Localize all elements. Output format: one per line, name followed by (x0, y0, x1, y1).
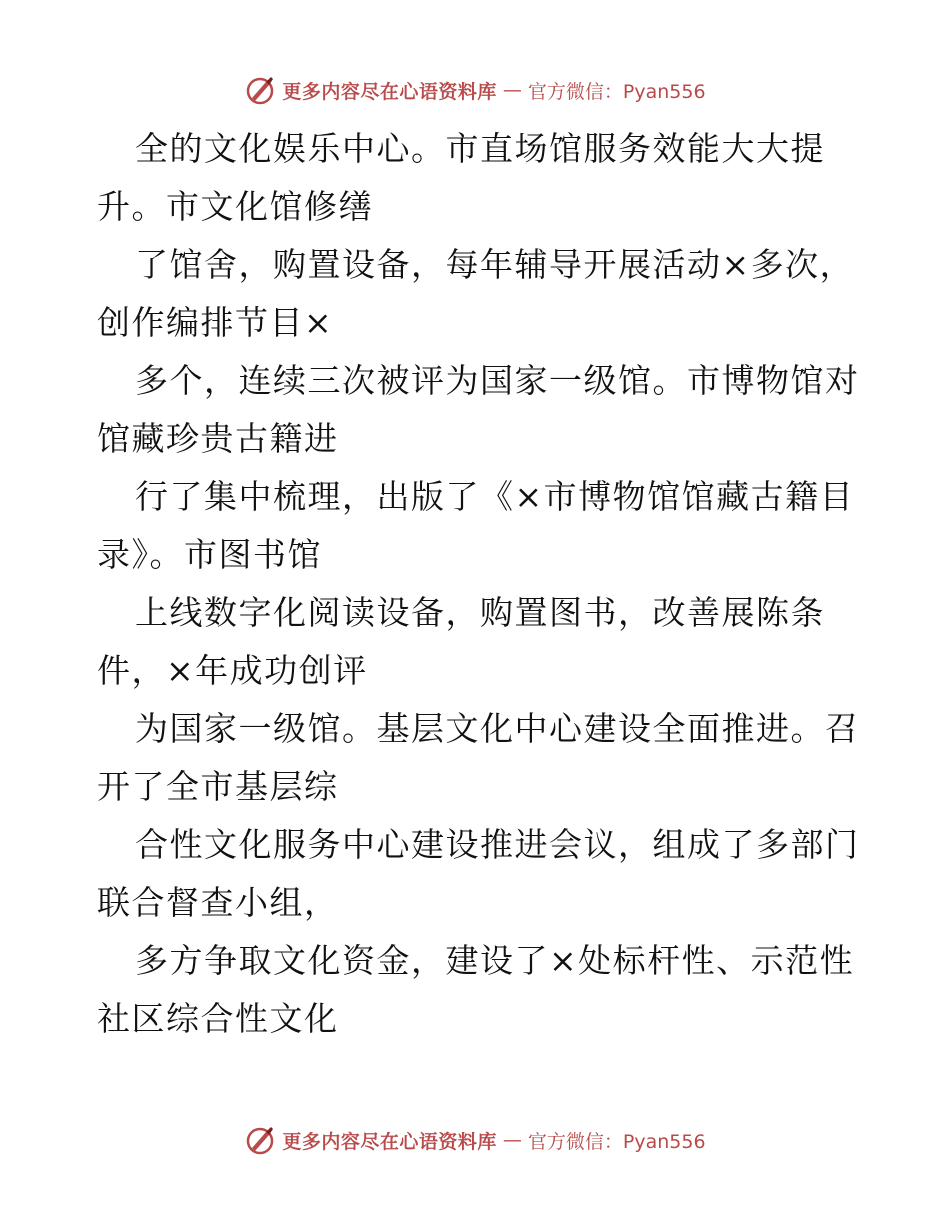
text-line: 件，×年成功创评 (97, 651, 368, 690)
text-line: 了馆舍，购置设备，每年辅导开展活动×多次， (135, 245, 855, 284)
pen-logo-icon (244, 74, 276, 106)
text-line: 开了全市基层综 (97, 767, 339, 806)
text-line: 多方争取文化资金，建设了×处标杆性、示范性 (135, 941, 855, 980)
header-watermark-separator: — (502, 79, 522, 101)
text-line: 录》。市图书馆 (97, 535, 322, 574)
header-watermark-text: 更多内容尽在心语资料库 (282, 80, 497, 103)
header-watermark (0, 70, 950, 110)
text-line: 上线数字化阅读设备，购置图书，改善展陈条 (135, 593, 825, 632)
text-line: 升。市文化馆修缮 (97, 187, 373, 226)
text-line: 馆藏珍贵古籍进 (97, 419, 339, 458)
footer-watermark-separator: — (502, 1129, 522, 1151)
pen-logo-icon (244, 1124, 276, 1156)
footer-watermark-text: 更多内容尽在心语资料库 (282, 1130, 497, 1153)
text-line: 社区综合性文化 (97, 999, 339, 1038)
document-body (97, 120, 867, 1048)
text-line: 多个，连续三次被评为国家一级馆。市博物馆对 (135, 361, 860, 400)
footer-watermark (0, 1120, 950, 1160)
footer-watermark-wechat: 官方微信：Pyan556 (527, 1130, 706, 1153)
text-line: 为国家一级馆。基层文化中心建设全面推进。召 (135, 709, 860, 748)
text-line: 行了集中梳理，出版了《×市博物馆馆藏古籍目 (135, 477, 855, 516)
text-line: 联合督查小组， (97, 883, 339, 922)
text-line: 全的文化娱乐中心。市直场馆服务效能大大提 (135, 129, 825, 168)
text-line: 创作编排节目× (97, 303, 334, 342)
header-watermark-wechat: 官方微信：Pyan556 (527, 80, 706, 103)
text-line: 合性文化服务中心建设推进会议，组成了多部门 (135, 825, 860, 864)
